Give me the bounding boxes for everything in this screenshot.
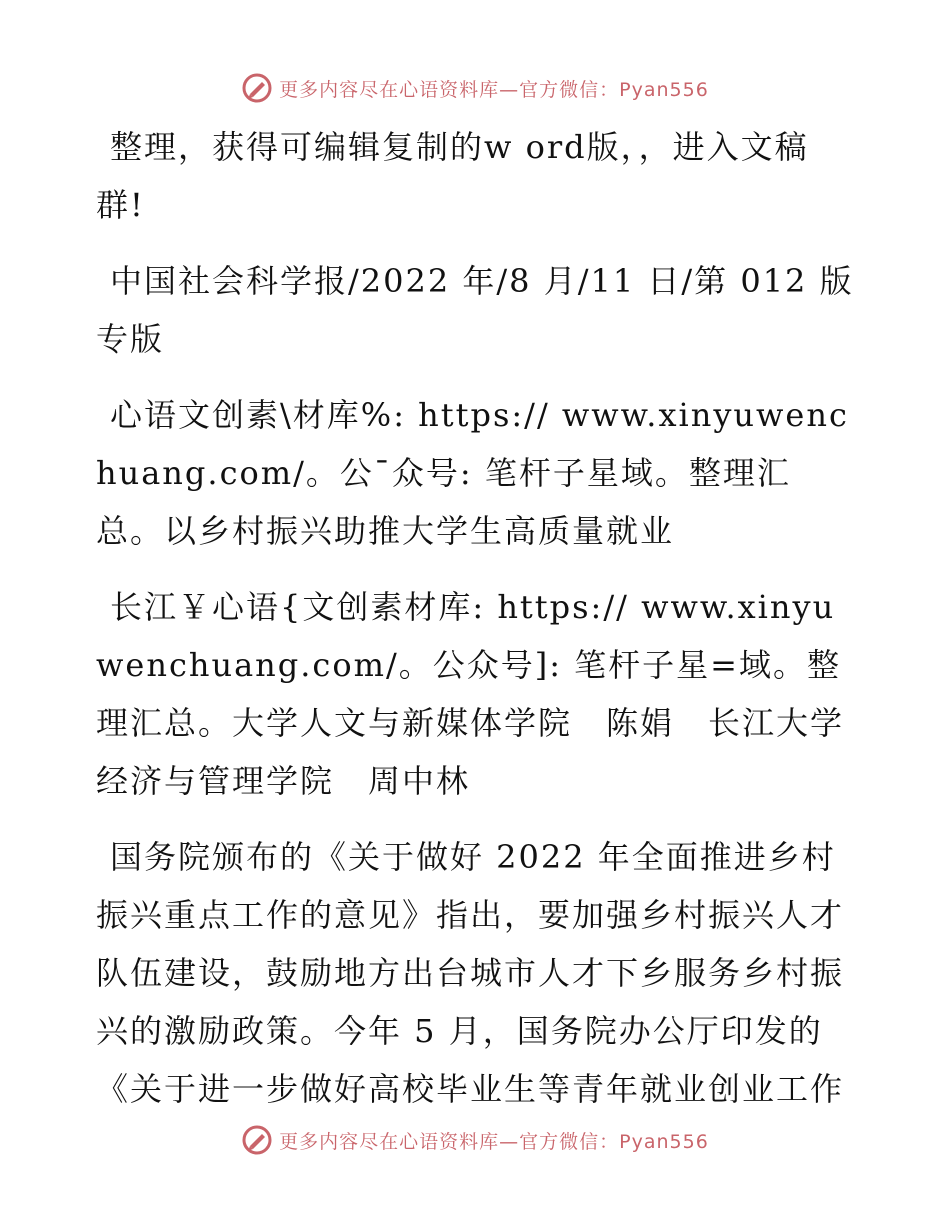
pen-seal-logo-icon — [241, 72, 273, 104]
paragraph-title: 心语文创素\材库%: https:// www.xinyuwenchuang.com/。公¯众号: 笔杆子星域。整理汇总。以乡村振兴助推大学生高质量就业 — [96, 396, 849, 550]
paragraph-body: 国务院颁布的《关于做好 2022 年全面推进乡村振兴重点工作的意见》指出，要加强乡村振兴人才队伍建设，鼓励地方出台城市人才下乡服务乡村振兴的激励政策。今年 5 月，国务院办公厅印发的《关于进一步做好高校毕业生等青年就业创业工作 — [96, 838, 845, 1108]
header-banner — [0, 68, 950, 108]
pen-seal-logo-icon — [241, 1124, 273, 1156]
paragraph-source: 中国社会科学报/2022 年/8 月/11 日/第 012 版专版 — [96, 262, 854, 358]
footer-banner — [0, 1120, 950, 1160]
document-body — [96, 118, 856, 1118]
footer-banner-text: 更多内容尽在心语资料库—官方微信：Pyan556 — [279, 1130, 709, 1153]
paragraph-intro: 整理，获得可编辑复制的w ord版，，进入文稿群! — [96, 128, 809, 224]
header-banner-text: 更多内容尽在心语资料库—官方微信：Pyan556 — [279, 78, 709, 101]
paragraph-authors: 长江￥心语{文创素材库: https:// www.xinyuwenchuang.com/。公众号]: 笔杆子星=域。整理汇总。大学人文与新媒体学院 陈娟 长江大学经济与管理学院 周中林 — [96, 588, 845, 800]
